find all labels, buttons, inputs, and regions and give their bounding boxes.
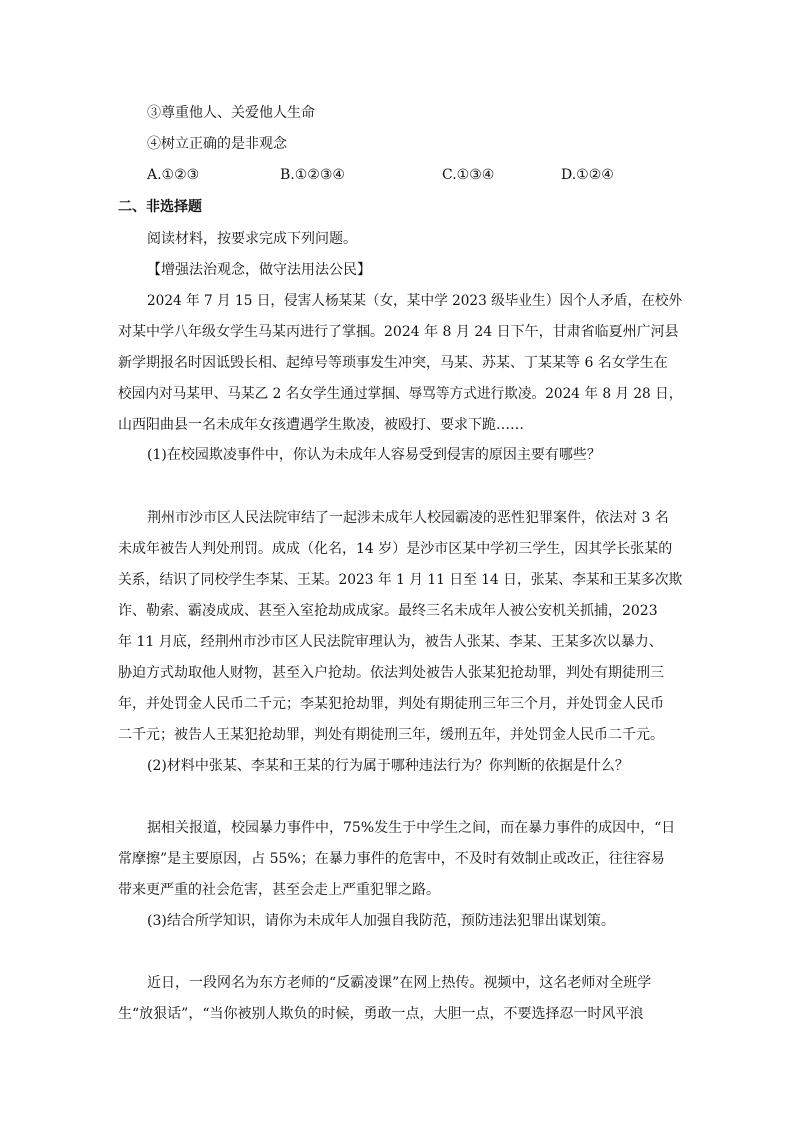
material-1-line: 2024 年 7 月 15 日，侵害人杨某某（女，某中学 2023 级毕业生）因个人矛盾，在校外: [147, 293, 683, 309]
material-2-line: 二千元；被告人王某犯抢劫罪，判处有期徒刑三年，缓刑五年，并处罚金人民币二千元。: [118, 727, 664, 743]
option-c: C.①③④: [442, 167, 495, 183]
list-item-3: ③尊重他人、关爱他人生命: [147, 105, 315, 121]
option-d: D.①②④: [561, 167, 614, 183]
topic-title: 【增强法治观念，做守法用法公民】: [147, 262, 371, 278]
material-1-line: 对某中学八年级女学生马某丙进行了掌掴。2024 年 8 月 24 日下午，甘肃省临夏州广河县: [118, 324, 679, 340]
material-3-line: 带来更严重的社会危害，甚至会走上严重犯罪之路。: [118, 882, 440, 898]
material-2-line: 荆州市沙市区人民法院审结了一起涉未成年人校园霸凌的恶性犯罪案件，依法对 3 名: [147, 510, 669, 526]
material-1-line: 山西阳曲县一名未成年女孩遭遇学生欺凌，被殴打、要求下跪……: [118, 417, 524, 433]
question-1: (1)在校园欺凌事件中，你认为未成年人容易受到侵害的原因主要有哪些？: [147, 447, 601, 463]
material-2-line: 未成年被告人判处刑罚。成成（化名，14 岁）是沙市区某中学初三学生，因其学长张某的: [118, 541, 673, 557]
material-2-line: 诈、勒索、霸凌成成、甚至入室抢劫成成家。最终三名未成年人被公安机关抓捕，2023: [118, 603, 658, 619]
material-1-line: 新学期报名时因诋毁长相、起绰号等琐事发生冲突，马某、苏某、丁某某等 6 名女学生在: [118, 355, 668, 371]
material-4-line: 近日，一段网名为东方老师的“反霸凌课”在网上热传。视频中，这名老师对全班学: [147, 975, 652, 991]
material-1-line: 校园内对马某甲、马某乙 2 名女学生通过掌掴、辱骂等方式进行欺凌。2024 年 8 月 28 日，: [118, 386, 683, 402]
material-2-line: 年，并处罚金人民币二千元；李某犯抢劫罪，判处有期徒刑三年三个月，并处罚金人民币: [118, 696, 664, 712]
question-2: (2)材料中张某、李某和王某的行为属于哪种违法行为？你判断的依据是什么？: [147, 758, 629, 774]
option-a: A.①②③: [147, 167, 200, 183]
material-2-line: 关系，结识了同校学生李某、王某。2023 年 1 月 11 日至 14 日，张某、李某和王某多次欺: [118, 572, 683, 588]
section-heading: 二、非选择题: [118, 199, 202, 215]
material-2-line: 年 11 月底，经荆州市沙市区人民法院审理认为，被告人张某、李某、王某多次以暴力、: [118, 634, 663, 650]
question-3: (3)结合所学知识，请你为未成年人加强自我防范，预防违法犯罪出谋划策。: [147, 913, 615, 929]
answer-options: [147, 166, 667, 184]
material-4-line: 生“放狠话”，“当你被别人欺负的时候，勇敢一点，大胆一点，不要选择忍一时风平浪: [118, 1006, 644, 1022]
material-3-line: 常摩擦”是主要原因，占 55%；在暴力事件的危害中，不及时有效制止或改正，往往容易: [118, 851, 665, 867]
list-item-4: ④树立正确的是非观念: [147, 136, 287, 152]
material-2-line: 胁迫方式劫取他人财物，甚至入户抢劫。依法判处被告人张某犯抢劫罪，判处有期徒刑三: [118, 665, 664, 681]
material-3-line: 据相关报道，校园暴力事件中，75%发生于中学生之间，而在暴力事件的成因中，“日: [147, 820, 676, 836]
option-b: B.①②③④: [280, 167, 345, 183]
instruction-text: 阅读材料，按要求完成下列问题。: [147, 231, 357, 247]
